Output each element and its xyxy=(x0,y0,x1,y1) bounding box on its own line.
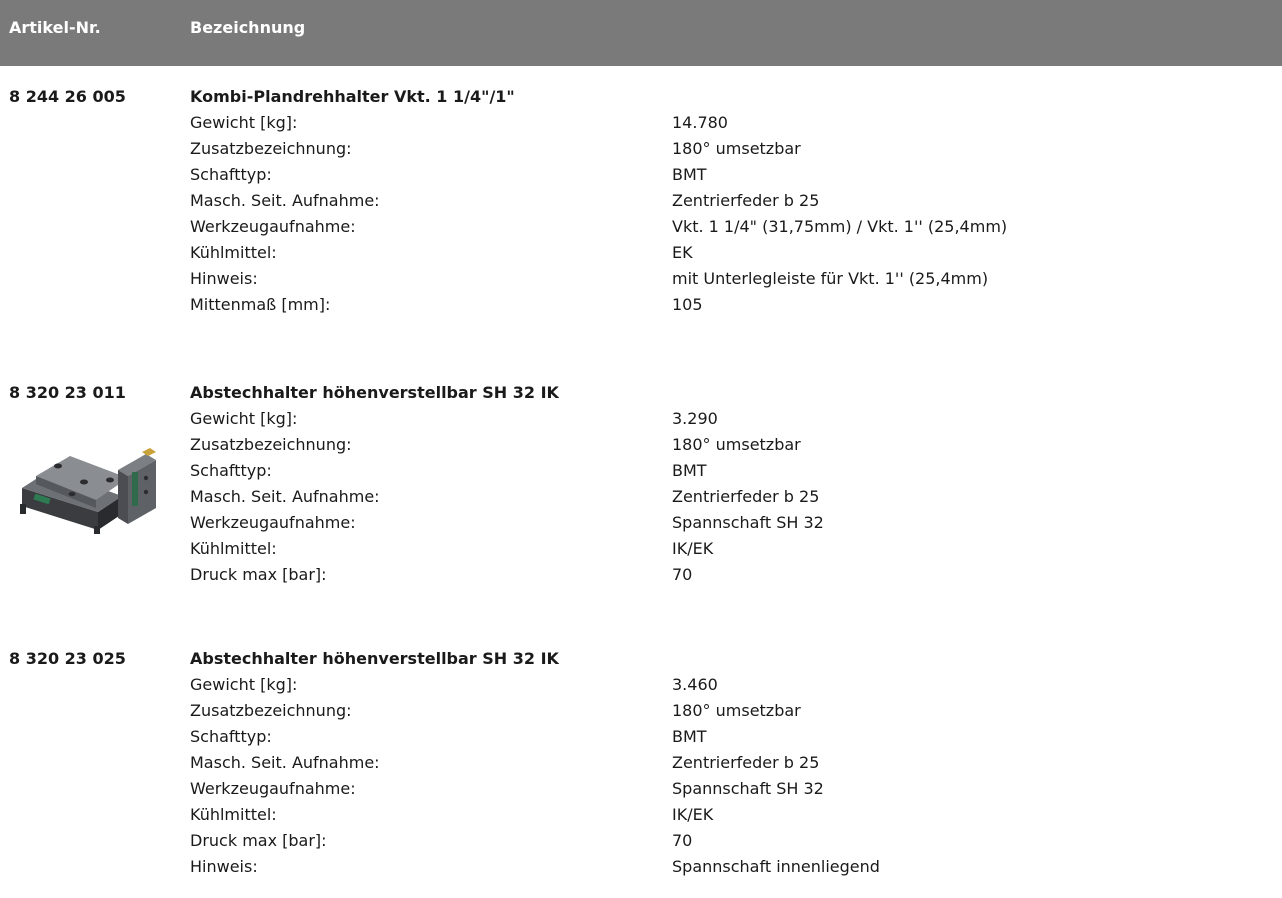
attribute-label: Kühlmittel: xyxy=(190,539,277,558)
attribute-value: BMT xyxy=(672,727,707,746)
attribute-label: Gewicht [kg]: xyxy=(190,113,298,132)
attribute-value: 180° umsetzbar xyxy=(672,435,801,454)
attribute-row xyxy=(190,214,1270,240)
attribute-row xyxy=(190,266,1270,292)
attribute-row xyxy=(190,776,1270,802)
attribute-row xyxy=(190,562,1270,588)
attribute-label: Kühlmittel: xyxy=(190,805,277,824)
attribute-value: Zentrierfeder b 25 xyxy=(672,487,820,506)
attribute-value: BMT xyxy=(672,165,707,184)
attribute-value: Spannschaft SH 32 xyxy=(672,779,824,798)
attribute-value: IK/EK xyxy=(672,539,714,558)
attribute-label: Schafttyp: xyxy=(190,461,272,480)
attribute-value: 14.780 xyxy=(672,113,728,132)
attribute-value: 180° umsetzbar xyxy=(672,701,801,720)
attribute-value: 180° umsetzbar xyxy=(672,139,801,158)
attribute-value: EK xyxy=(672,243,693,262)
attribute-row xyxy=(190,750,1270,776)
attribute-value: IK/EK xyxy=(672,805,714,824)
attribute-value: mit Unterlegleiste für Vkt. 1'' (25,4mm) xyxy=(672,269,989,288)
attribute-label: Zusatzbezeichnung: xyxy=(190,701,352,720)
attribute-label: Kühlmittel: xyxy=(190,243,277,262)
attribute-label: Druck max [bar]: xyxy=(190,565,327,584)
attribute-row xyxy=(190,240,1270,266)
attribute-label: Werkzeugaufnahme: xyxy=(190,513,356,532)
attribute-label: Zusatzbezeichnung: xyxy=(190,139,352,158)
column-header-bezeichnung: Bezeichnung xyxy=(190,18,306,37)
attribute-label: Masch. Seit. Aufnahme: xyxy=(190,191,380,210)
attribute-value: Zentrierfeder b 25 xyxy=(672,753,820,772)
attribute-row xyxy=(190,698,1270,724)
attribute-row xyxy=(190,432,1270,458)
attribute-value: 3.290 xyxy=(672,409,718,428)
attribute-label: Druck max [bar]: xyxy=(190,831,327,850)
attribute-label: Zusatzbezeichnung: xyxy=(190,435,352,454)
table-header xyxy=(0,0,1282,66)
attribute-row xyxy=(190,458,1270,484)
attribute-list xyxy=(190,110,1270,318)
attribute-value: 105 xyxy=(672,295,703,314)
attribute-label: Mittenmaß [mm]: xyxy=(190,295,331,314)
attribute-label: Gewicht [kg]: xyxy=(190,675,298,694)
attribute-label: Masch. Seit. Aufnahme: xyxy=(190,487,380,506)
attribute-row xyxy=(190,484,1270,510)
product-title: Abstechhalter höhenverstellbar SH 32 IK xyxy=(190,383,559,402)
attribute-row xyxy=(190,110,1270,136)
attribute-row xyxy=(190,136,1270,162)
attribute-value: 3.460 xyxy=(672,675,718,694)
attribute-row xyxy=(190,724,1270,750)
article-number: 8 244 26 005 xyxy=(9,87,126,106)
article-number: 8 320 23 025 xyxy=(9,649,126,668)
attribute-label: Gewicht [kg]: xyxy=(190,409,298,428)
attribute-label: Werkzeugaufnahme: xyxy=(190,217,356,236)
product-title: Abstechhalter höhenverstellbar SH 32 IK xyxy=(190,649,559,668)
attribute-value: BMT xyxy=(672,461,707,480)
attribute-row xyxy=(190,188,1270,214)
attribute-row xyxy=(190,802,1270,828)
attribute-value: 70 xyxy=(672,565,693,584)
attribute-row xyxy=(190,854,1270,880)
attribute-label: Schafttyp: xyxy=(190,727,272,746)
attribute-label: Hinweis: xyxy=(190,857,258,876)
attribute-label: Hinweis: xyxy=(190,269,258,288)
attribute-value: Vkt. 1 1/4" (31,75mm) / Vkt. 1'' (25,4mm) xyxy=(672,217,1008,236)
attribute-list xyxy=(190,672,1270,880)
attribute-row xyxy=(190,162,1270,188)
attribute-row xyxy=(190,828,1270,854)
product-title: Kombi-Plandrehhalter Vkt. 1 1/4"/1" xyxy=(190,87,515,106)
attribute-row xyxy=(190,536,1270,562)
attribute-label: Werkzeugaufnahme: xyxy=(190,779,356,798)
attribute-value: Spannschaft SH 32 xyxy=(672,513,824,532)
article-number: 8 320 23 011 xyxy=(9,383,126,402)
attribute-value: Spannschaft innenliegend xyxy=(672,857,880,876)
product-thumbnail-image xyxy=(10,426,170,538)
column-header-artikel-nr: Artikel-Nr. xyxy=(9,18,101,37)
attribute-row xyxy=(190,292,1270,318)
attribute-list xyxy=(190,406,1270,588)
attribute-label: Schafttyp: xyxy=(190,165,272,184)
attribute-row xyxy=(190,510,1270,536)
attribute-value: 70 xyxy=(672,831,693,850)
attribute-label: Masch. Seit. Aufnahme: xyxy=(190,753,380,772)
attribute-row xyxy=(190,672,1270,698)
attribute-row xyxy=(190,406,1270,432)
attribute-value: Zentrierfeder b 25 xyxy=(672,191,820,210)
